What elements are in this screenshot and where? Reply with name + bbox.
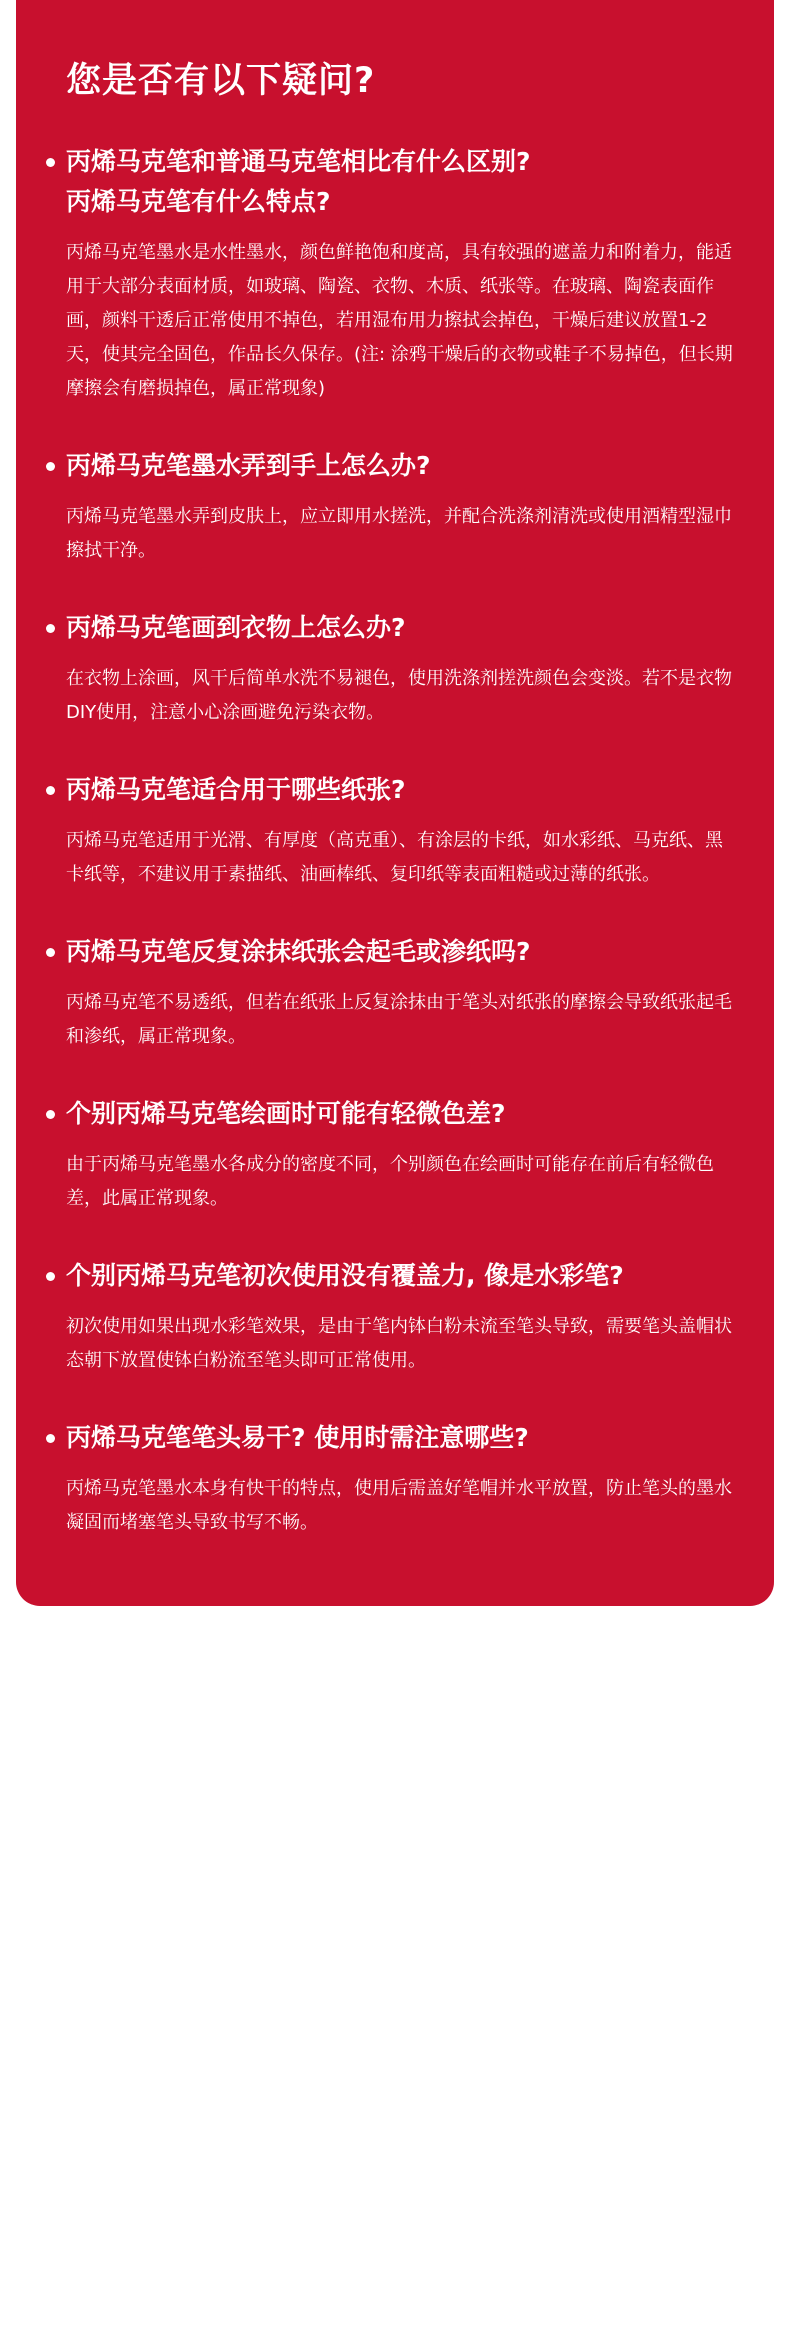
bullet-dot-icon [46, 948, 55, 957]
faq-question [48, 1418, 742, 1458]
faq-question [48, 1256, 742, 1296]
bullet-dot-icon [46, 1434, 55, 1443]
faq-question [48, 608, 742, 648]
faq-item-5 [66, 932, 742, 1054]
bullet-dot-icon [46, 462, 55, 471]
faq-item-2 [66, 446, 742, 568]
faq-item-6 [66, 1094, 742, 1216]
faq-answer: 初次使用如果出现水彩笔效果，是由于笔内钵白粉未流至笔头导致，需要笔头盖帽状态朝下放置使钵白粉流至笔头即可正常使用。 [66, 1316, 732, 1371]
faq-item-1 [66, 142, 742, 406]
faq-question-line: 丙烯马克笔和普通马克笔相比有什么区别? [66, 147, 531, 176]
faq-answer: 丙烯马克笔不易透纸，但若在纸张上反复涂抹由于笔头对纸张的摩擦会导致纸张起毛和渗纸，属正常现象。 [66, 992, 732, 1047]
faq-question-line: 丙烯马克笔适合用于哪些纸张? [66, 775, 406, 804]
faq-question-line: 个别丙烯马克笔绘画时可能有轻微色差? [66, 1099, 506, 1128]
faq-answer: 丙烯马克笔墨水本身有快干的特点，使用后需盖好笔帽并水平放置，防止笔头的墨水凝固而堵塞笔头导致书写不畅。 [66, 1478, 732, 1533]
faq-answer: 丙烯马克笔墨水弄到皮肤上，应立即用水搓洗，并配合洗涤剂清洗或使用酒精型湿巾擦拭干净。 [66, 506, 732, 561]
faq-question [48, 770, 742, 810]
faq-item-8 [66, 1418, 742, 1540]
faq-answer: 由于丙烯马克笔墨水各成分的密度不同，个别颜色在绘画时可能存在前后有轻微色差，此属正常现象。 [66, 1154, 714, 1209]
faq-question-line: 丙烯马克笔笔头易干? 使用时需注意哪些? [66, 1423, 529, 1452]
faq-item-3 [66, 608, 742, 730]
bullet-dot-icon [46, 786, 55, 795]
faq-question [48, 446, 742, 486]
faq-item-4 [66, 770, 742, 892]
faq-answer: 在衣物上涂画，风干后简单水洗不易褪色，使用洗涤剂搓洗颜色会变淡。若不是衣物DIY使用，注意小心涂画避免污染衣物。 [66, 668, 732, 723]
faq-item-7 [66, 1256, 742, 1378]
faq-answer: 丙烯马克笔适用于光滑、有厚度（高克重）、有涂层的卡纸，如水彩纸、马克纸、黑卡纸等，不建议用于素描纸、油画棒纸、复印纸等表面粗糙或过薄的纸张。 [66, 830, 723, 885]
faq-question-line: 丙烯马克笔画到衣物上怎么办? [66, 613, 406, 642]
faq-question-line: 丙烯马克笔墨水弄到手上怎么办? [66, 451, 431, 480]
faq-question [48, 932, 742, 972]
faq-question-line: 个别丙烯马克笔初次使用没有覆盖力, 像是水彩笔? [66, 1261, 624, 1290]
faq-question [48, 142, 742, 222]
bullet-dot-icon [46, 158, 55, 167]
faq-card [16, 0, 774, 1606]
faq-title: 您是否有以下疑问? [66, 61, 376, 101]
bullet-dot-icon [46, 1272, 55, 1281]
faq-answer: 丙烯马克笔墨水是水性墨水，颜色鲜艳饱和度高，具有较强的遮盖力和附着力，能适用于大部分表面材质，如玻璃、陶瓷、衣物、木质、纸张等。在玻璃、陶瓷表面作画，颜料干透后正常使用不掉色，若用湿布用力擦拭会掉色，干燥后建议放置1-2天，使其完全固色，作品长久保存。(注: 涂鸦干燥后的衣物或鞋子不易掉色，但长期摩擦会有磨损掉色，属正常现象) [66, 242, 733, 399]
bullet-dot-icon [46, 624, 55, 633]
faq-question [48, 1094, 742, 1134]
faq-question-line: 丙烯马克笔反复涂抹纸张会起毛或渗纸吗? [66, 937, 531, 966]
bullet-dot-icon [46, 1110, 55, 1119]
faq-question-line: 丙烯马克笔有什么特点? [66, 187, 331, 216]
